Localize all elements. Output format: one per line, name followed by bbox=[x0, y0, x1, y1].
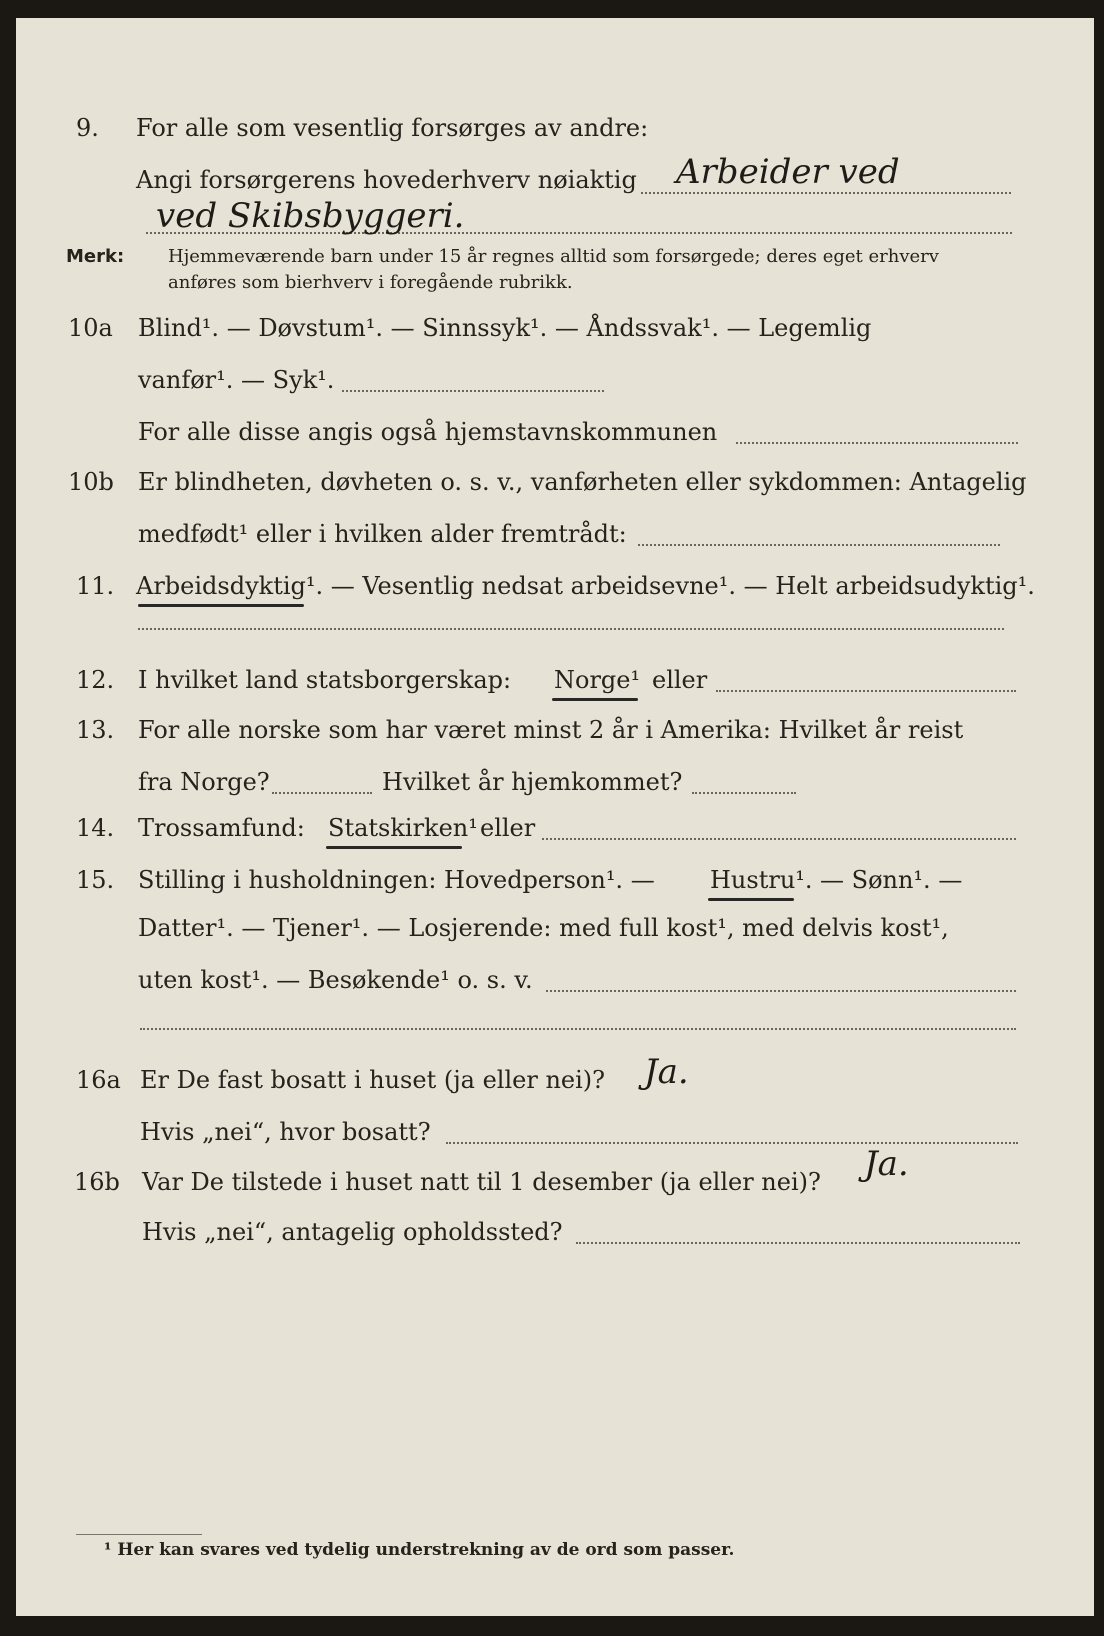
q10a-text2: vanfør¹. — Syk¹. bbox=[138, 366, 335, 394]
q10a-number: 10a bbox=[68, 314, 113, 342]
q13-line2 bbox=[16, 760, 1094, 800]
q11-line2 bbox=[16, 612, 1094, 652]
q14-line bbox=[16, 806, 1094, 846]
footnote-rule bbox=[76, 1534, 202, 1535]
q15-text1a: Stilling i husholdningen: Hovedperson¹. — bbox=[138, 866, 655, 894]
q12-prefix: I hvilket land statsborgerskap: bbox=[138, 666, 512, 694]
q10b-line1 bbox=[16, 460, 1094, 500]
q11-line1 bbox=[16, 564, 1094, 604]
q15-line2 bbox=[16, 906, 1094, 946]
q15-text2: Datter¹. — Tjener¹. — Losjerende: med full kost¹, med delvis kost¹, bbox=[138, 914, 949, 942]
q9-line2 bbox=[16, 152, 1094, 198]
q12-suffix: eller bbox=[652, 666, 708, 694]
q13-number: 13. bbox=[76, 716, 115, 744]
q16a-line1 bbox=[16, 1052, 1094, 1098]
q10a-line2 bbox=[16, 358, 1094, 398]
q15-answer-line bbox=[546, 990, 1016, 992]
q10b-number: 10b bbox=[68, 468, 114, 496]
q12-answer-line bbox=[716, 690, 1016, 692]
q13-text2b: Hvilket år hjemkommet? bbox=[382, 768, 683, 796]
q10a-text3: For alle disse angis også hjemstavnskommunen bbox=[138, 418, 718, 446]
q10a-home-municipality-line bbox=[736, 442, 1018, 444]
q16a-text2: Hvis „nei“, hvor bosatt? bbox=[140, 1118, 431, 1146]
q15-line1 bbox=[16, 858, 1094, 898]
q10a-text1: Blind¹. — Døvstum¹. — Sinnssyk¹. — Åndssvak¹. — Legemlig bbox=[138, 314, 872, 342]
q16b-handwritten-answer: Ja. bbox=[864, 1144, 909, 1184]
q16b-number: 16b bbox=[74, 1168, 120, 1196]
q14-prefix: Trossamfund: bbox=[138, 814, 305, 842]
q16a-answer-line bbox=[446, 1142, 1018, 1144]
q15-text3: uten kost¹. — Besøkende¹ o. s. v. bbox=[138, 966, 533, 994]
footnote: ¹ Her kan svares ved tydelig understrekning av de ord som passer. bbox=[104, 1540, 735, 1560]
q10b-answer-line bbox=[638, 544, 1000, 546]
q14-number: 14. bbox=[76, 814, 115, 842]
q11-underline-arbeidsdyktig bbox=[138, 604, 304, 607]
q13-text2a: fra Norge? bbox=[138, 768, 270, 796]
q13-line1 bbox=[16, 708, 1094, 748]
q16b-line1 bbox=[16, 1144, 1094, 1200]
merk-label: Merk: bbox=[66, 246, 125, 267]
merk-text1: Hjemmeværende barn under 15 år regnes alltid som forsørgede; deres eget erhverv bbox=[168, 246, 939, 267]
merk-text2: anføres som bierhverv i foregående rubrikk. bbox=[168, 272, 573, 293]
q15-line3 bbox=[16, 958, 1094, 998]
q12-line bbox=[16, 658, 1094, 698]
q9-number: 9. bbox=[76, 114, 99, 142]
q13-text1: For alle norske som har været minst 2 år i Amerika: Hvilket år reist bbox=[138, 716, 964, 744]
q13-left-year-line bbox=[272, 792, 372, 794]
q12-underline-norge bbox=[552, 698, 638, 701]
q14-suffix: eller bbox=[480, 814, 536, 842]
q9-handwritten-answer-2: ved Skibsbyggeri. bbox=[156, 196, 465, 236]
q13-return-year-line bbox=[692, 792, 796, 794]
q16b-answer-line bbox=[576, 1242, 1020, 1244]
q10b-text1: Er blindheten, døvheten o. s. v., vanførheten eller sykdommen: Antagelig bbox=[138, 468, 1027, 496]
q14-answer-line bbox=[542, 838, 1016, 840]
census-form-page bbox=[16, 18, 1094, 1616]
q16b-line2 bbox=[16, 1210, 1094, 1250]
merk-note bbox=[16, 240, 1094, 300]
q10a-line1 bbox=[16, 306, 1094, 346]
q11-number: 11. bbox=[76, 572, 115, 600]
q10a-line3 bbox=[16, 410, 1094, 450]
q11-answer-line bbox=[138, 628, 1004, 630]
q15-line4 bbox=[16, 1008, 1094, 1048]
q9-text1: For alle som vesentlig forsørges av andre: bbox=[136, 114, 649, 142]
q12-number: 12. bbox=[76, 666, 115, 694]
q16a-text1: Er De fast bosatt i huset (ja eller nei)? bbox=[140, 1066, 606, 1094]
q16a-number: 16a bbox=[76, 1066, 121, 1094]
q15-text1c: — Sønn¹. — bbox=[820, 866, 963, 894]
q15-answer-line-2 bbox=[140, 1028, 1016, 1030]
q14-option-statskirken: Statskirken¹ bbox=[328, 814, 478, 842]
q15-option-hustru: Hustru¹. bbox=[710, 866, 813, 894]
q9-text2: Angi forsørgerens hovederhverv nøiaktig bbox=[136, 166, 637, 194]
q16b-text1: Var De tilstede i huset natt til 1 desember (ja eller nei)? bbox=[142, 1168, 821, 1196]
q9-handwritten-answer-1: Arbeider ved bbox=[676, 152, 900, 192]
q16a-line2 bbox=[16, 1110, 1094, 1150]
q9-line1 bbox=[16, 106, 1094, 146]
q15-number: 15. bbox=[76, 866, 115, 894]
q10b-line2 bbox=[16, 512, 1094, 552]
q11-text1: Arbeidsdyktig¹. — Vesentlig nedsat arbeidsevne¹. — Helt arbeidsudyktig¹. bbox=[136, 572, 1035, 600]
q10b-text2: medfødt¹ eller i hvilken alder fremtrådt: bbox=[138, 520, 627, 548]
q12-option-norge: Norge¹ bbox=[554, 666, 641, 694]
q16b-text2: Hvis „nei“, antagelig opholdssted? bbox=[142, 1218, 563, 1246]
q15-underline-hustru bbox=[708, 898, 794, 901]
q16a-handwritten-answer: Ja. bbox=[644, 1052, 689, 1092]
q9-answer-line bbox=[641, 192, 1011, 194]
q10a-answer-line bbox=[342, 390, 604, 392]
q14-underline-statskirken bbox=[326, 846, 462, 849]
